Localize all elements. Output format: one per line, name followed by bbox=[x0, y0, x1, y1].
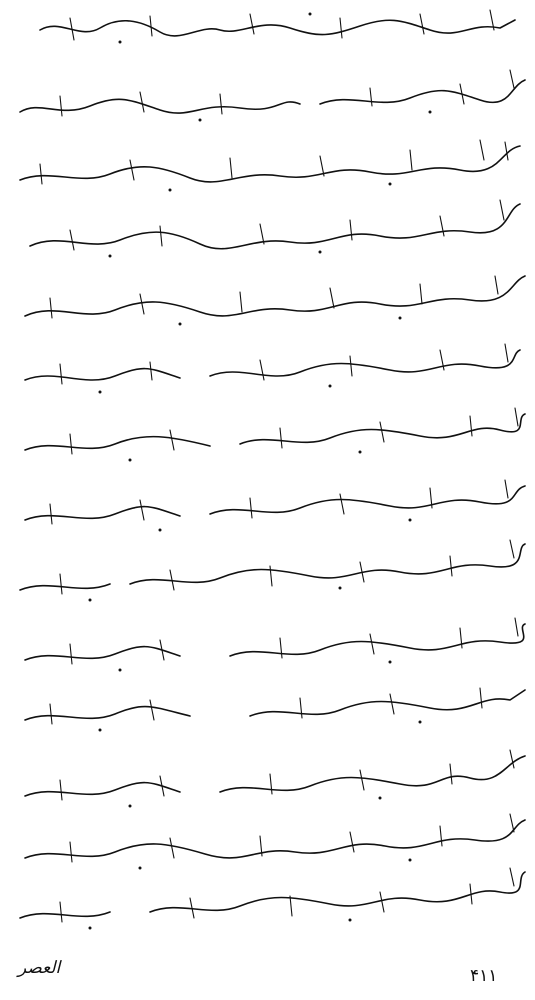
page-number: ۴۱۱ bbox=[470, 966, 498, 986]
manuscript-line bbox=[30, 200, 520, 258]
manuscript-line bbox=[20, 70, 525, 122]
manuscript-line bbox=[25, 480, 525, 532]
manuscript-line bbox=[25, 618, 525, 672]
manuscript-line bbox=[25, 408, 525, 462]
manuscript-line bbox=[20, 140, 520, 192]
catchword: العصر bbox=[18, 958, 61, 978]
manuscript-line bbox=[25, 688, 525, 732]
manuscript-line bbox=[25, 276, 525, 326]
manuscript-line bbox=[40, 10, 515, 44]
manuscript-line bbox=[25, 814, 525, 870]
manuscript-line bbox=[20, 868, 525, 930]
manuscript-line bbox=[25, 750, 525, 808]
manuscript-line bbox=[25, 344, 520, 394]
manuscript-line bbox=[20, 540, 525, 602]
